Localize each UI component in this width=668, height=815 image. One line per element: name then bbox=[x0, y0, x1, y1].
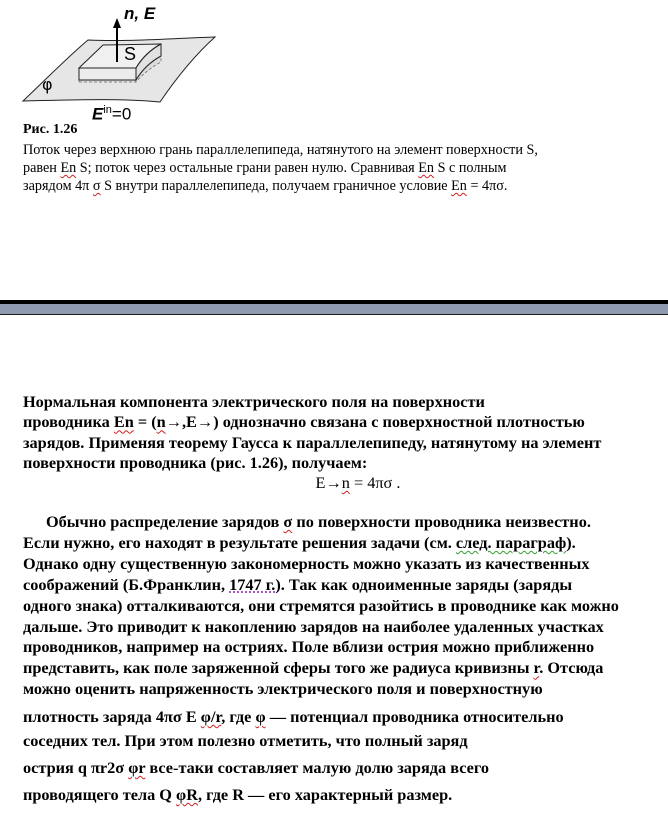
box-front-face bbox=[79, 68, 136, 80]
text-line: поверхности проводника (рис. 1.26), получаем: bbox=[23, 452, 368, 472]
text-run: ). bbox=[566, 532, 576, 552]
text-line: Однако одну существенную закономерность можно указать из качественных bbox=[23, 553, 590, 573]
caption-term: σ bbox=[92, 178, 101, 194]
surface-label: S bbox=[124, 44, 137, 64]
text-run: плотность заряда 4πσ E bbox=[23, 707, 201, 726]
inside-field-superscript: in bbox=[103, 104, 112, 116]
paragraph-charge-distribution bbox=[23, 512, 663, 700]
text-term: n bbox=[156, 412, 166, 432]
text-term: r bbox=[533, 658, 540, 678]
text-term: след. параграф bbox=[455, 532, 567, 552]
inside-field-label bbox=[92, 104, 131, 125]
paragraph-normal-component bbox=[23, 392, 663, 493]
text-run: , где R — его характерный размер. bbox=[197, 785, 453, 804]
caption-line bbox=[23, 177, 653, 195]
figure-caption-title: Рис. 1.26 bbox=[23, 122, 78, 137]
caption-line bbox=[23, 159, 653, 177]
text-run: — потенциал проводника относительно bbox=[265, 707, 564, 726]
text-line bbox=[23, 658, 663, 679]
caption-term: En bbox=[418, 160, 435, 176]
text-term: φ bbox=[255, 707, 266, 726]
figure-parallelepiped-diagram bbox=[0, 0, 250, 126]
text-line: Нормальная компонента электрического поля на поверхности bbox=[23, 392, 485, 411]
arrow-head-icon bbox=[113, 18, 121, 28]
text-term: σ bbox=[283, 512, 293, 531]
text-line bbox=[23, 785, 663, 809]
caption-text: равен bbox=[23, 160, 61, 176]
text-line: соседних тел. При этом полезно отметить, что полный заряд bbox=[23, 731, 468, 750]
caption-text: S; поток через остальные грани равен нулю. Сравнивая bbox=[76, 160, 419, 176]
caption-term: En bbox=[451, 178, 467, 194]
text-run: все-таки составляет малую долю заряда всего bbox=[145, 758, 489, 777]
formula-run: E→ bbox=[315, 473, 342, 493]
text-line bbox=[23, 707, 663, 731]
text-run: острия q πr2σ bbox=[23, 758, 129, 777]
text-line bbox=[23, 512, 663, 533]
text-run: проводника bbox=[23, 412, 114, 432]
text-line: можно оценить напряженность электрического поля и поверхностную bbox=[23, 679, 543, 699]
page-divider-band bbox=[0, 304, 668, 314]
text-term: φr bbox=[128, 758, 146, 777]
inside-field-symbol: E bbox=[92, 104, 104, 124]
text-run: = ( bbox=[133, 412, 157, 432]
text-term: 1747 г. bbox=[229, 574, 276, 594]
text-line: зарядов. Применяя теорему Гаусса к параллелепипеду, натянутому на элемент bbox=[23, 432, 602, 452]
caption-line bbox=[23, 141, 653, 159]
text-run: проводящего тела Q bbox=[23, 785, 177, 804]
text-line: дальше. Это приводит к накоплению зарядов на наиболее удаленных участках bbox=[23, 616, 604, 636]
text-run: . Отсюда bbox=[539, 658, 604, 678]
text-line bbox=[23, 412, 663, 432]
text-run: Если нужно, его находят в результате решения задачи (см. bbox=[23, 532, 456, 552]
caption-text: Поток через верхнюю грань параллелепипеда, натянутого на элемент поверхности S, bbox=[23, 142, 538, 158]
potential-label: φ bbox=[42, 75, 53, 94]
text-run: , где bbox=[221, 707, 256, 726]
page-divider-bottom bbox=[0, 314, 668, 315]
text-run: по поверхности проводника неизвестно. bbox=[292, 512, 591, 531]
inside-field-value: =0 bbox=[111, 104, 132, 124]
text-line bbox=[23, 758, 663, 785]
text-line: одного знака) отталкиваются, они стремятся разойтись в проводнике как можно bbox=[23, 595, 619, 615]
caption-text: S внутри параллелепипеда, получаем граничное условие bbox=[100, 178, 452, 194]
caption-text: = 4πσ. bbox=[466, 178, 508, 194]
text-term: φR bbox=[176, 785, 198, 804]
text-term: φ/r bbox=[200, 707, 222, 726]
text-run: →,E→) однозначно связана с поверхностной плотностью bbox=[165, 412, 585, 432]
paragraph-field-estimate bbox=[23, 707, 663, 809]
text-run: соображений (Б.Франклин, bbox=[23, 574, 230, 594]
text-run: представить, как поле заряженной сферы того же радиуса кривизны bbox=[23, 658, 534, 678]
text-run: Обычно распределение зарядов bbox=[46, 512, 284, 531]
caption-text: зарядом 4π bbox=[23, 178, 93, 194]
caption-term: En bbox=[60, 160, 77, 176]
normal-field-label: n, E bbox=[124, 4, 156, 23]
figure-caption bbox=[23, 141, 653, 195]
text-line bbox=[23, 575, 663, 596]
text-run: ). Так как одноименные заряды (заряды bbox=[275, 574, 573, 594]
text-term: En bbox=[113, 412, 134, 432]
text-line: проводников, например на остриях. Поле вблизи острия можно приближенно bbox=[23, 637, 595, 657]
formula-run: = 4πσ . bbox=[349, 473, 401, 493]
text-line bbox=[23, 533, 663, 554]
formula-line bbox=[23, 473, 663, 493]
caption-text: S с полным bbox=[434, 160, 507, 176]
formula-term: n bbox=[341, 473, 350, 493]
